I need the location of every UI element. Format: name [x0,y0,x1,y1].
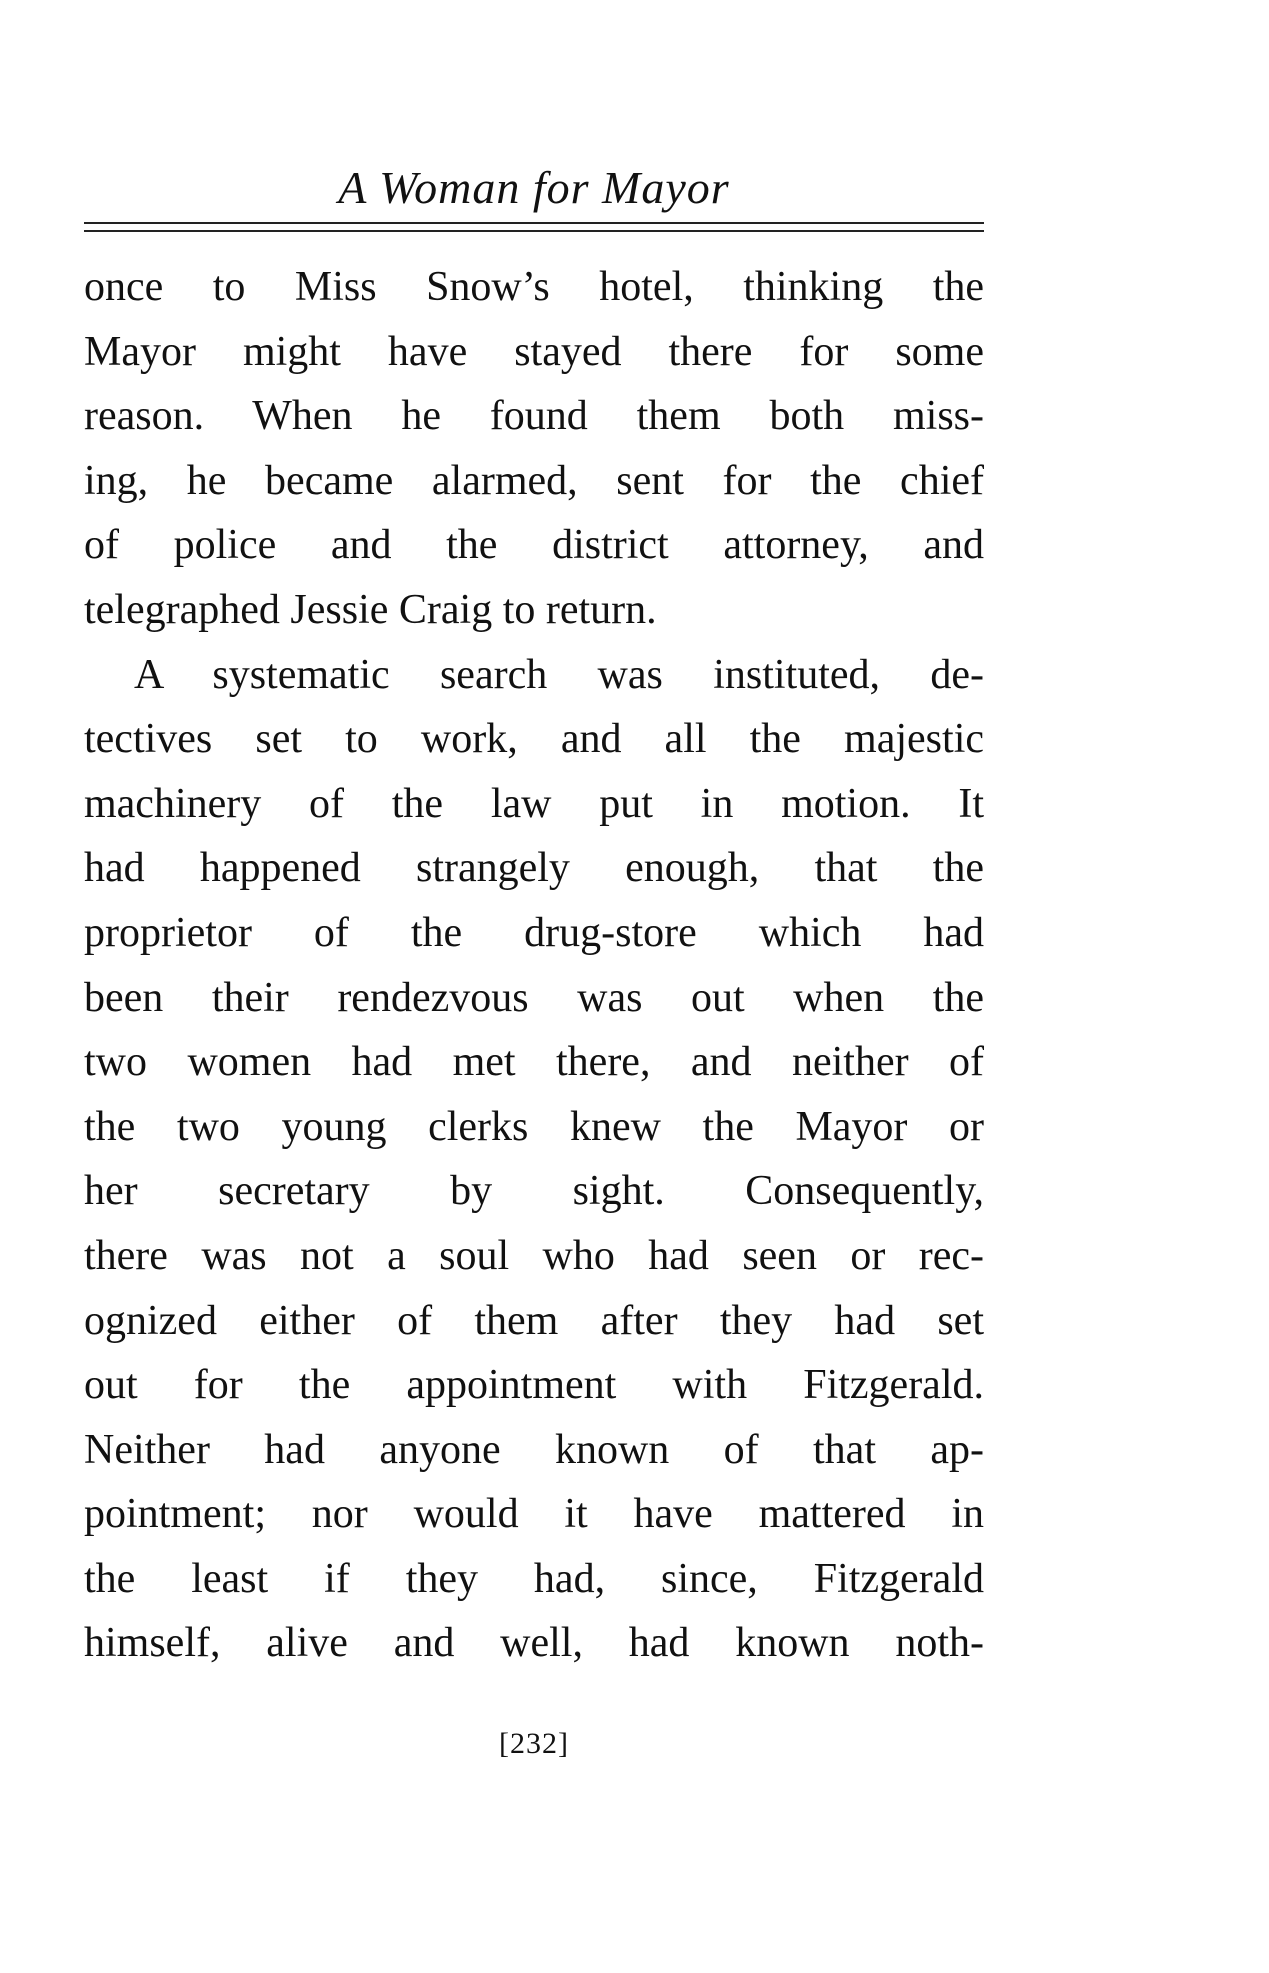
text-line: reason. When he found them both miss- [84,393,984,440]
text-line: the least if they had, since, Fitzgerald [84,1555,984,1602]
text-line: machinery of the law put in motion. It [84,780,984,827]
text-line: her secretary by sight. Consequently, [84,1168,984,1215]
text-line: the two young clerks knew the Mayor or [84,1103,984,1150]
text-line: there was not a soul who had seen or rec- [84,1232,984,1279]
page-number: [232] [499,1727,569,1760]
header-rule-top [84,222,984,224]
text-line: Mayor might have stayed there for some [84,328,984,375]
text-line: two women had met there, and neither of [84,1039,984,1086]
text-line: out for the appointment with Fitzgerald. [84,1362,984,1409]
header-rule-bottom [84,230,984,232]
text-line: been their rendezvous was out when the [84,974,984,1021]
text-line: pointment; nor would it have mattered in [84,1491,984,1538]
text-line: himself, alive and well, had known noth- [84,1620,984,1667]
text-line: A systematic search was instituted, de- [134,651,984,698]
text-line: Neither had anyone known of that ap- [84,1426,984,1473]
text-line: of police and the district attorney, and [84,522,984,569]
text-line: tectives set to work, and all the majestic [84,716,984,763]
running-title: A Woman for Mayor [338,162,730,213]
text-line: telegraphed Jessie Craig to return. [84,586,657,633]
body-text [84,255,984,1676]
text-line: had happened strangely enough, that the [84,845,984,892]
text-line: ognized either of them after they had set [84,1297,984,1344]
text-line: once to Miss Snow’s hotel, thinking the [84,264,984,310]
text-line: ing, he became alarmed, sent for the chief [84,457,984,504]
text-line: proprietor of the drug-store which had [84,909,984,956]
